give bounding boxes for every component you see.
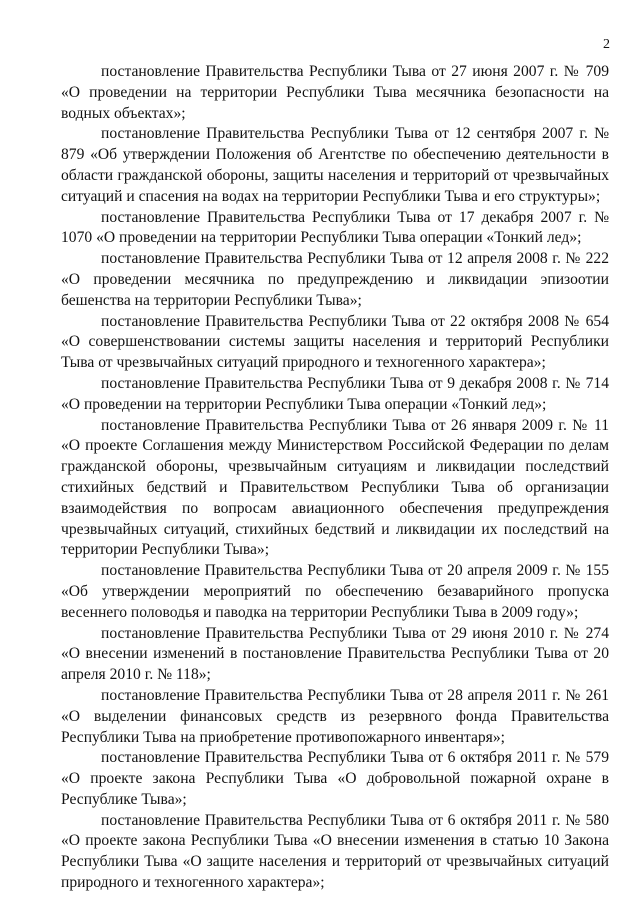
paragraph-resolution-714: постановление Правительства Республики Тыва от 9 декабря 2008 г. № 714 «О проведении на территории Республики Тыва операции «Тонкий лед»; <box>61 374 609 413</box>
page-number: 2 <box>603 37 610 52</box>
paragraph-resolution-654: постановление Правительства Республики Тыва от 22 октября 2008 № 654 «О совершенствовании системы защиты населения и территорий Республики Тыва от чрезвычайных ситуаций природного и техногенного характера»; <box>61 312 609 372</box>
paragraph-resolution-261: постановление Правительства Республики Тыва от 28 апреля 2011 г. № 261 «О выделении финансовых средств из резервного фонда Правительства Республики Тыва на приобретение противопожарного инвентаря»; <box>61 686 609 746</box>
paragraph-resolution-579: постановление Правительства Республики Тыва от 6 октября 2011 г. № 579 «О проекте закона Республики Тыва «О добровольной пожарной охране в Республике Тыва»; <box>61 749 609 808</box>
paragraph-resolution-1070: постановление Правительства Республики Тыва от 17 декабря 2007 г. № 1070 «О проведении на территории Республики Тыва операции «Тонкий лед»; <box>61 208 609 247</box>
paragraph-resolution-274: постановление Правительства Республики Тыва от 29 июня 2010 г. № 274 «О внесении изменений в постановление Правительства Республики Тыва от 20 апреля 2010 г. № 118»; <box>61 624 609 684</box>
paragraph-resolution-222: постановление Правительства Республики Тыва от 12 апреля 2008 г. № 222 «О проведении месячника по предупреждению и ликвидации эпизоотии бешенства на территории Республики Тыва»; <box>61 250 609 309</box>
paragraph-resolution-879: постановление Правительства Республики Тыва от 12 сентября 2007 г. № 879 «Об утверждении Положения об Агентстве по обеспечению деятельности в области гражданской обороны, защиты населения и территорий от чрезвычайных ситуаций и спасения на водах на территории Республики Тыва и его структуры»; <box>61 125 609 205</box>
document-body <box>61 62 609 894</box>
paragraph-resolution-709: постановление Правительства Республики Тыва от 27 июня 2007 г. № 709 «О проведении на территории Республики Тыва месячника безопасности на водных объектах»; <box>61 63 609 122</box>
paragraph-resolution-11: постановление Правительства Республики Тыва от 26 января 2009 г. № 11 «О проекте Соглашения между Министерством Российской Федерации по делам гражданской обороны, чрезвычайным ситуациям и ликвидации последствий стихийных бедствий и Правительством Республики Тыва об организации взаимодействия по вопросам авиационного обеспечения предупреждения чрезвычайных ситуаций, стихийных бедствий и ликвидации их последствий на территории Республики Тыва»; <box>61 416 609 559</box>
paragraph-resolution-155: постановление Правительства Республики Тыва от 20 апреля 2009 г. № 155 «Об утверждении мероприятий по обеспечению безаварийного пропуска весеннего половодья и паводка на территории Республики Тыва в 2009 году»; <box>61 562 609 621</box>
paragraph-resolution-580: постановление Правительства Республики Тыва от 6 октября 2011 г. № 580 «О проекте закона Республики Тыва «О внесении изменения в статью 10 Закона Республики Тыва «О защите населения и территорий от чрезвычайных ситуаций природного и техногенного характера»; <box>61 811 609 892</box>
